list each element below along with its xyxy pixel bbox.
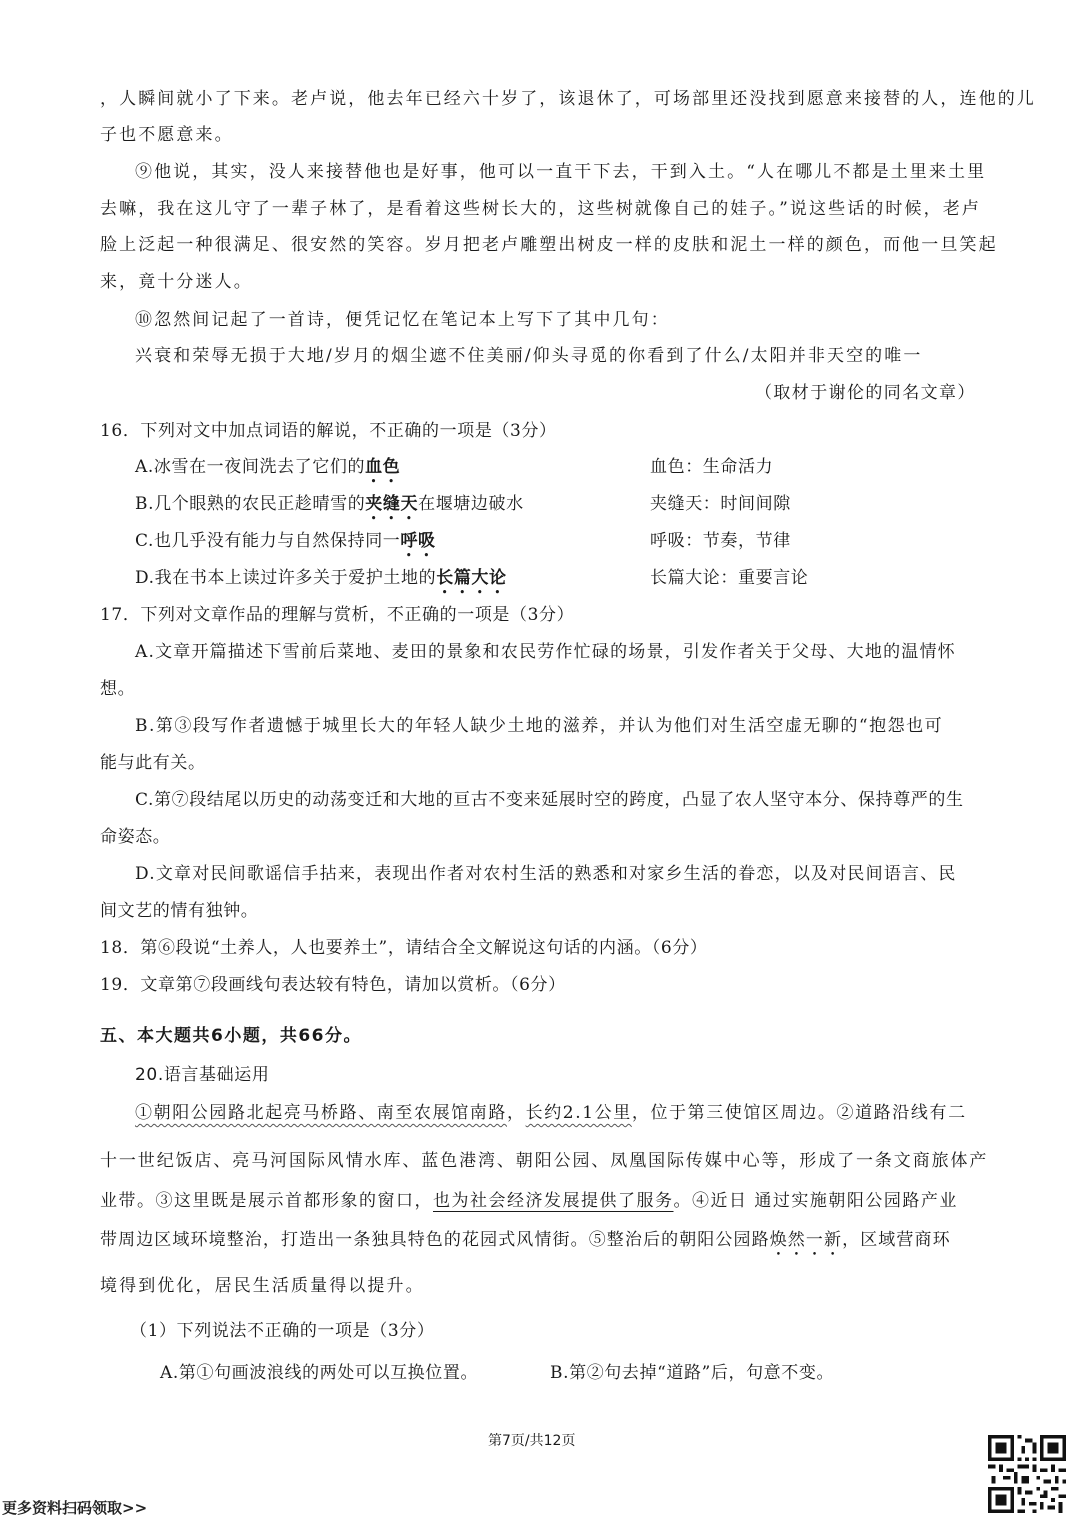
question-18: 18．第⑥段说“土养人，人也要养土”，请结合全文解说这句话的内涵。（6分） (100, 938, 708, 958)
q17-option-c-cont: 命姿态。 (100, 827, 171, 847)
text: ②道路沿线有二 (836, 1103, 967, 1123)
q17-option-b-cont: 能与此有关。 (100, 753, 206, 773)
q16-explanation-b: 夹缝天：时间间隙 (650, 494, 791, 514)
q16-explanation-d: 长篇大论：重要言论 (650, 568, 809, 588)
q16-option-c (135, 530, 436, 561)
dotted-word: 呼吸 (400, 531, 436, 551)
passage-line: 脸上泛起一种很满足、很安然的笑容。岁月把老卢雕塑出树皮一样的皮肤和泥土一样的颜色，而他一旦笑起 (100, 235, 998, 255)
q17-option-a: A.文章开篇描述下雪前后菜地、麦田的景象和农民劳作忙碌的场景，引发作者关于父母、大地的温情怀 (135, 642, 956, 662)
q20-line: 境得到优化，居民生活质量得以提升。 (100, 1276, 425, 1296)
q16-option-d (135, 567, 507, 598)
poem-line: 兴衰和荣辱无损于大地/岁月的烟尘遮不住美丽/仰头寻觅的你看到了什么/太阳并非天空的唯一 (135, 346, 923, 366)
q16-explanation-a: 血色：生命活力 (650, 457, 774, 477)
q20-option-b: B.第②句去掉“道路”后，句意不变。 (550, 1363, 835, 1383)
wavy-underlined-text: ①朝阳公园路北起亮马桥路、南至农展馆南路 (135, 1103, 507, 1123)
section-heading: 五、本大题共6小题，共66分。 (100, 1026, 362, 1046)
source-note: （取材于谢伦的同名文章） (755, 383, 976, 403)
passage-line: 去嘛，我在这儿守了一辈子林了，是看着这些树长大的，这些树就像自己的娃子。”说这些话的时候，老卢 (100, 199, 981, 219)
passage-line: ⑨他说，其实，没人来接替他也是好事，他可以一直干下去，干到入土。“人在哪儿不都是土里来土里 (135, 162, 987, 182)
text: 业带。③这里既是展示首都形象的窗口， (100, 1191, 433, 1211)
q20-option-a: A.第①句画波浪线的两处可以互换位置。 (160, 1363, 479, 1383)
dotted-word: 长篇大论 (436, 568, 507, 588)
text: ，区域营商环 (842, 1230, 951, 1250)
question-17-stem: 17．下列对文章作品的理解与赏析，不正确的一项是（3分） (100, 605, 575, 625)
q17-option-b: B.第③段写作者遗憾于城里长大的年轻人缺少土地的滋养，并认为他们对生活空虚无聊的“抱怨也可 (135, 716, 944, 736)
q20-line (100, 1190, 958, 1212)
passage-line: ⑩忽然间记起了一首诗，便凭记忆在笔记本上写下了其中几句： (135, 310, 670, 330)
passage-line: 来，竟十分迷人。 (100, 272, 253, 292)
question-16-stem: 16．下列对文中加点词语的解说，不正确的一项是（3分） (100, 421, 557, 441)
dotted-word: 夹缝天 (365, 494, 419, 514)
underlined-text: 也为社会经济发展提供了服务 (433, 1191, 674, 1211)
q20-line: 十一世纪饭店、亮马河国际风情水库、蓝色港湾、朝阳公园、凤凰国际传媒中心等，形成了一条文商旅体产 (100, 1151, 989, 1171)
q17-option-c: C.第⑦段结尾以历史的动荡变迁和大地的亘古不变来延展时空的跨度，凸显了农人坚守本分、保持尊严的生 (135, 790, 964, 810)
dotted-word: 血色 (365, 457, 401, 477)
q16-explanation-c: 呼吸：节奏，节律 (650, 531, 791, 551)
q17-option-d-cont: 间文艺的情有独钟。 (100, 901, 259, 921)
text: 带周边区域环境整治，打造出一条独具特色的花园式风情街。⑤整治后的朝阳公园路 (100, 1230, 770, 1250)
q20-subquestion-1: （1）下列说法不正确的一项是（3分） (130, 1321, 435, 1341)
option-text: C.也几乎没有能力与自然保持同一 (135, 531, 401, 551)
page-number: 第7页/共12页 (488, 1433, 576, 1449)
scan-qr-cta[interactable]: 更多资料扫码领取>> (2, 1499, 148, 1517)
q20-line (135, 1102, 967, 1124)
wavy-underlined-text: 长约2.1公里 (525, 1103, 632, 1123)
dotted-word: 焕然一新 (769, 1230, 843, 1250)
q17-option-a-cont: 想。 (100, 679, 136, 699)
passage-line: 子也不愿意来。 (100, 125, 234, 145)
question-19: 19．文章第⑦段画线句表达较有特色，请加以赏析。（6分） (100, 975, 566, 995)
q16-option-b (135, 493, 524, 524)
text: 。④近日 通过实施朝阳公园路产业 (673, 1191, 958, 1211)
q20-line (100, 1229, 951, 1260)
question-20-title: 20.语言基础运用 (135, 1065, 270, 1085)
option-text: D.我在书本上读过许多关于爱护土地的 (135, 568, 437, 588)
option-text: A.冰雪在一夜间洗去了它们的 (135, 457, 366, 477)
qr-code-icon[interactable] (988, 1435, 1066, 1513)
text: ，位于第三使馆区周边。 (631, 1103, 837, 1123)
option-text: 在堰塘边破水 (418, 494, 524, 514)
q17-option-d: D.文章对民间歌谣信手拈来，表现出作者对农村生活的熟悉和对家乡生活的眷恋，以及对民间语言、民 (135, 864, 957, 884)
q16-option-a (135, 456, 400, 487)
option-text: B.几个眼熟的农民正趁晴雪的 (135, 494, 366, 514)
passage-line: ，人瞬间就小了下来。老卢说，他去年已经六十岁了，该退休了，可场部里还没找到愿意来接替的人，连他的儿 (100, 89, 1036, 109)
text: ， (507, 1103, 526, 1123)
